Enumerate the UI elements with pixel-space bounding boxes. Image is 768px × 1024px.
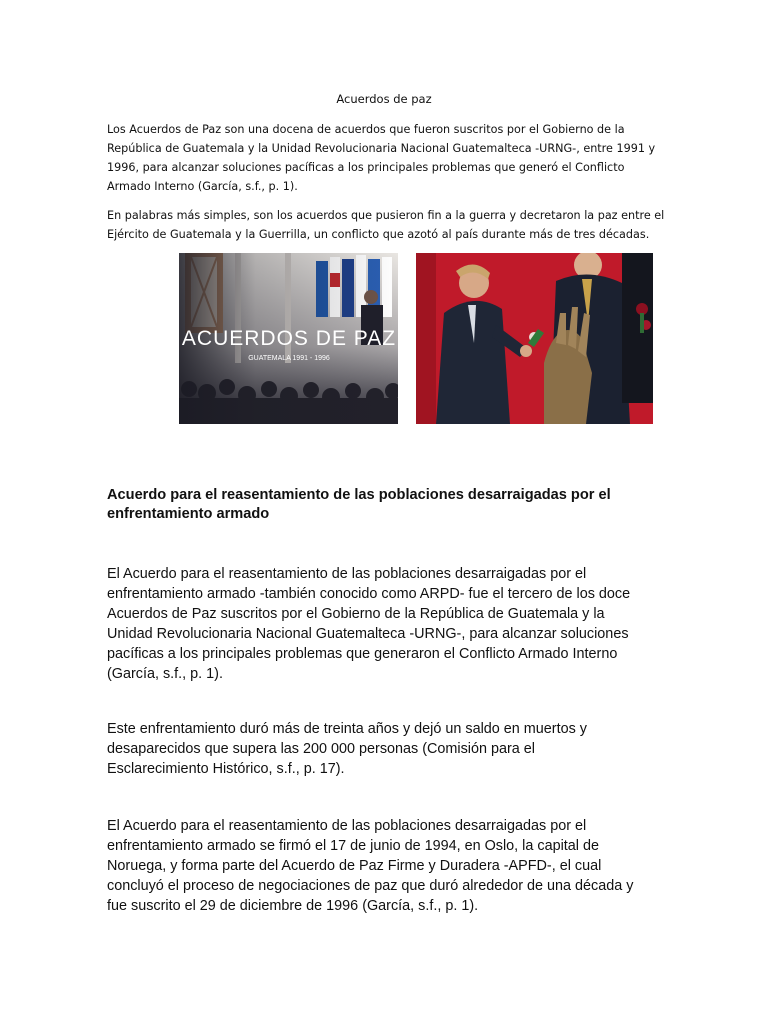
text-line: En palabras más simples, son los acuerdos que pusieron fin a la guerra y decretaron la paz entre el (107, 209, 665, 222)
section-heading (107, 486, 647, 524)
peace-monument-photo (416, 253, 653, 424)
text-line: enfrentamiento armado -también conocido como ARPD- fue el tercero de los doce (107, 586, 631, 602)
text-line: Esclarecimiento Histórico, s.f., p. 17). (107, 761, 345, 777)
photo-overlay-subtitle: GUATEMALA 1991 - 1996 (248, 355, 330, 362)
text-line: Acuerdos de Paz suscritos por el Gobierno de la República de Guatemala y la (107, 606, 605, 622)
intro-paragraph-1 (107, 120, 663, 196)
body-paragraph-3 (107, 816, 667, 916)
photo-overlay-title: ACUERDOS DE PAZ (181, 327, 397, 350)
text-line: enfrentamiento armado se firmó el 17 de junio de 1994, en Oslo, la capital de (107, 838, 599, 854)
document-title: Acuerdos de paz (336, 92, 432, 106)
peace-accords-ceremony-photo (179, 253, 398, 424)
text-line: Unidad Revolucionaria Nacional Guatemalteca -URNG-, para alcanzar soluciones (107, 626, 629, 642)
intro-paragraph-2 (107, 206, 663, 244)
text-line: concluyó el proceso de negociaciones de paz que duró alrededor de una década y (107, 878, 634, 894)
text-line: fue suscrito el 29 de diciembre de 1996 (García, s.f., p. 1). (107, 898, 479, 914)
text-line: Este enfrentamiento duró más de treinta años y dejó un saldo en muertos y (107, 721, 587, 737)
text-line: pacíficas a los principales problemas que generaron el Conflicto Armado Interno (107, 646, 618, 662)
text-line: República de Guatemala y la Unidad Revolucionaria Nacional Guatemalteca -URNG-, entre 1991 y (107, 142, 656, 155)
ceremony-photo-illustration (179, 253, 398, 424)
text-line: El Acuerdo para el reasentamiento de las poblaciones desarraigadas por el (107, 566, 587, 582)
text-line: 1996, para alcanzar soluciones pacíficas a los principales problemas que generó el Conflicto (107, 161, 625, 174)
text-line: El Acuerdo para el reasentamiento de las poblaciones desarraigadas por el (107, 818, 587, 834)
text-line: Armado Interno (García, s.f., p. 1). (107, 180, 298, 193)
text-line: Ejército de Guatemala y la Guerrilla, un conflicto que azotó al país durante más de tres décadas. (107, 228, 650, 241)
heading-line: enfrentamiento armado (107, 506, 270, 522)
body-paragraph-2 (107, 719, 667, 779)
text-line: Noruega, y forma parte del Acuerdo de Paz Firme y Duradera -APFD-, el cual (107, 858, 602, 874)
body-paragraph-1 (107, 564, 667, 684)
monument-photo-illustration (416, 253, 653, 424)
heading-line: Acuerdo para el reasentamiento de las poblaciones desarraigadas por el (107, 487, 611, 503)
text-line: (García, s.f., p. 1). (107, 666, 223, 682)
text-line: desaparecidos que supera las 200 000 personas (Comisión para el (107, 741, 535, 757)
text-line: Los Acuerdos de Paz son una docena de acuerdos que fueron suscritos por el Gobierno de la (107, 123, 625, 136)
